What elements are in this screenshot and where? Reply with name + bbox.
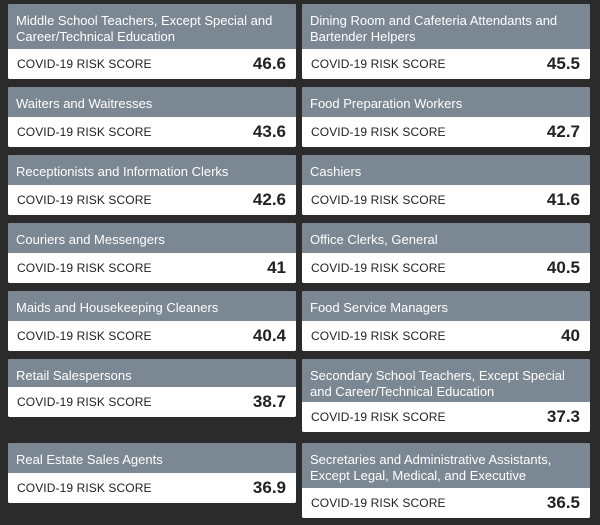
score-value: 40 [561, 326, 580, 345]
occupation-card [8, 359, 296, 417]
occupation-card [8, 223, 296, 283]
occupation-title: Secretaries and Administrative Assistants, Except Legal, Medical, and Executive [302, 443, 590, 488]
score-value: 41 [267, 258, 286, 277]
score-label: COVID-19 RISK SCORE [311, 193, 446, 207]
score-value: 40.4 [252, 326, 286, 345]
score-row [302, 321, 590, 351]
occupation-card [302, 443, 590, 518]
score-row [8, 49, 296, 79]
score-label: COVID-19 RISK SCORE [311, 329, 446, 343]
occupation-card [302, 87, 590, 147]
score-label: COVID-19 RISK SCORE [17, 329, 152, 343]
score-value: 37.3 [546, 407, 580, 426]
score-row [302, 488, 590, 518]
score-value: 45.5 [546, 54, 580, 73]
occupation-card [302, 359, 590, 432]
score-row [8, 321, 296, 351]
occupation-title: Maids and Housekeeping Cleaners [8, 291, 296, 321]
score-value: 41.6 [546, 190, 580, 209]
score-label: COVID-19 RISK SCORE [311, 261, 446, 275]
occupation-card [8, 291, 296, 351]
occupation-card [8, 155, 296, 215]
score-row [302, 253, 590, 283]
occupation-title: Couriers and Messengers [8, 223, 296, 253]
occupation-card [302, 223, 590, 283]
score-value: 40.5 [546, 258, 580, 277]
score-row [8, 117, 296, 147]
occupation-title: Waiters and Waitresses [8, 87, 296, 117]
occupation-card [302, 4, 590, 79]
score-label: COVID-19 RISK SCORE [17, 193, 152, 207]
occupation-title: Food Preparation Workers [302, 87, 590, 117]
occupation-card [8, 87, 296, 147]
score-label: COVID-19 RISK SCORE [311, 410, 446, 424]
score-row [302, 117, 590, 147]
score-value: 43.6 [252, 122, 286, 141]
score-label: COVID-19 RISK SCORE [311, 496, 446, 510]
score-value: 38.7 [252, 392, 286, 411]
score-row [8, 253, 296, 283]
score-value: 46.6 [252, 54, 286, 73]
score-label: COVID-19 RISK SCORE [17, 125, 152, 139]
score-label: COVID-19 RISK SCORE [17, 395, 152, 409]
score-label: COVID-19 RISK SCORE [311, 57, 446, 71]
occupation-title: Office Clerks, General [302, 223, 590, 253]
score-label: COVID-19 RISK SCORE [17, 261, 152, 275]
occupation-title: Receptionists and Information Clerks [8, 155, 296, 185]
score-row [302, 49, 590, 79]
occupation-title: Middle School Teachers, Except Special and Career/Technical Education [8, 4, 296, 49]
score-value: 36.5 [546, 493, 580, 512]
occupation-title: Dining Room and Cafeteria Attendants and Bartender Helpers [302, 4, 590, 49]
occupation-title: Retail Salespersons [8, 359, 296, 387]
occupation-card [8, 4, 296, 79]
score-value: 36.9 [252, 478, 286, 497]
occupation-title: Food Service Managers [302, 291, 590, 321]
score-row [302, 185, 590, 215]
occupation-title: Secondary School Teachers, Except Special and Career/Technical Education [302, 359, 590, 402]
score-label: COVID-19 RISK SCORE [17, 57, 152, 71]
score-label: COVID-19 RISK SCORE [311, 125, 446, 139]
score-row [8, 185, 296, 215]
occupation-title: Cashiers [302, 155, 590, 185]
score-row [8, 473, 296, 503]
score-value: 42.6 [252, 190, 286, 209]
score-label: COVID-19 RISK SCORE [17, 481, 152, 495]
occupation-card [302, 155, 590, 215]
score-row [8, 387, 296, 417]
occupation-title: Real Estate Sales Agents [8, 443, 296, 473]
score-value: 42.7 [546, 122, 580, 141]
occupation-card [302, 291, 590, 351]
score-row [302, 402, 590, 432]
occupation-card [8, 443, 296, 503]
